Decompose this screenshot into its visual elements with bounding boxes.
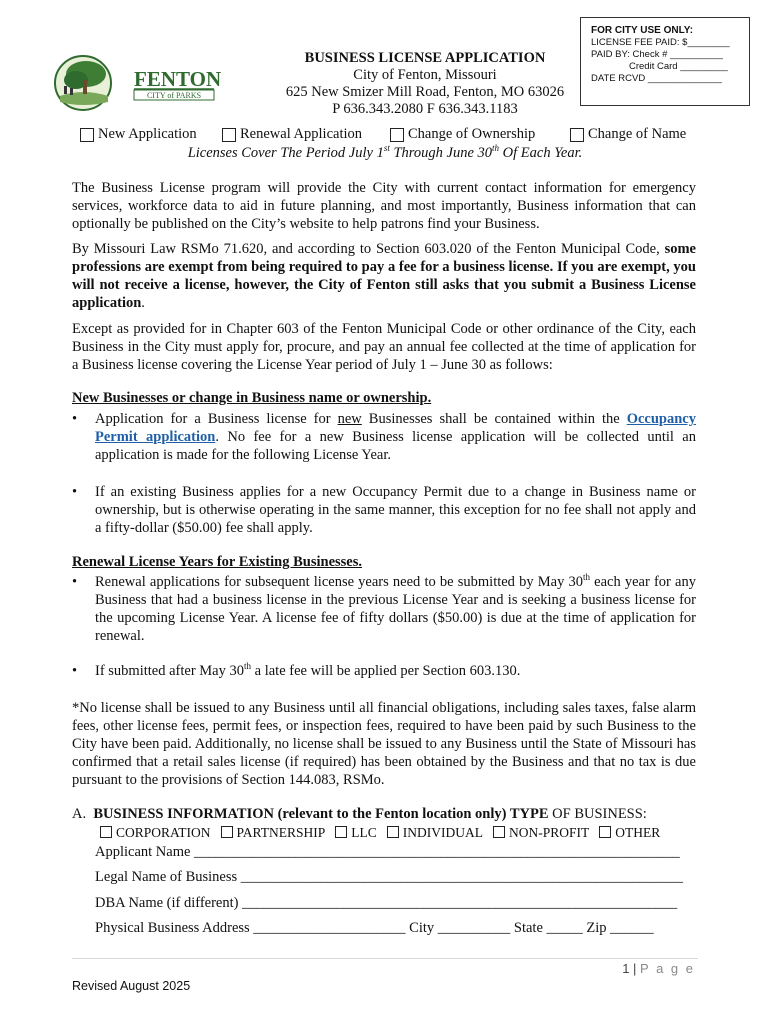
text-span: If submitted after May 30	[95, 663, 244, 679]
text-span: . No fee for a new Business license application will be collected until an application is made for the following License Year.	[95, 429, 696, 463]
checkbox-change-of-name[interactable]	[570, 126, 686, 143]
renewal-heading: Renewal License Years for Existing Businesses.	[72, 554, 362, 570]
new-business-heading: New Businesses or change in Business name or ownership.	[72, 390, 432, 406]
text-span: Application for a Business license for	[95, 411, 338, 427]
bullet-text: If an existing Business applies for a new Occupancy Permit due to a change in Business name or ownership, but is otherwise operating in the same manner, this exception for no fee shall not apply and a fifty-dollar ($50.00) fee shall apply.	[95, 484, 696, 536]
checkbox-individual[interactable]	[387, 825, 483, 841]
text-span: a late fee will be applied per Section 603.130.	[251, 663, 521, 679]
list-item	[72, 483, 696, 537]
checkbox-change-of-ownership[interactable]	[390, 126, 535, 143]
logo-tagline: CITY of PARKS	[146, 91, 202, 100]
law-paragraph	[72, 240, 696, 312]
checkbox-new-application[interactable]	[80, 126, 197, 143]
checkbox-label: Renewal Application	[240, 126, 363, 142]
checkbox-icon[interactable]	[335, 826, 347, 838]
city-address: 625 New Smizer Mill Road, Fenton, MO 63026	[285, 84, 565, 100]
physical-address-field[interactable]: Physical Business Address _____________________ City __________ State _____ Zip ______	[95, 920, 654, 936]
page-separator: |	[629, 961, 641, 976]
list-item	[72, 410, 696, 464]
period-text: Of Each Year.	[499, 145, 583, 161]
text-span: new	[337, 411, 362, 427]
intro-paragraph: The Business License program will provide the City with current contact information for emergency services, workforce data to aid in future planning, and most importantly, Business information that can optionally be published on the City’s website to help patrons find your Business.	[72, 180, 696, 232]
text-sup: th	[582, 572, 590, 583]
bullet-icon: •	[72, 411, 78, 427]
checkbox-icon[interactable]	[387, 826, 399, 838]
exception-paragraph: Except as provided for in Chapter 603 of the Fenton Municipal Code or other ordinance of the City, each Business in the City must apply for, procure, and pay an annual fee collected at the time of application for a Business license covering the License Year period of July 1 – June 30 as follows:	[72, 321, 696, 373]
text-span: each year for any Business that had a business license in the previous License Year and is seeking a business license for the upcoming License Year. A license fee of fifty dollars ($50.00) is due at the time of application for renewal.	[95, 574, 696, 644]
checkbox-icon[interactable]	[570, 128, 584, 142]
checkbox-icon[interactable]	[222, 128, 236, 142]
checkbox-icon[interactable]	[599, 826, 611, 838]
checkbox-icon[interactable]	[80, 128, 94, 142]
bullet-icon: •	[72, 663, 78, 679]
checkbox-corporation[interactable]	[100, 825, 211, 841]
fenton-logo	[52, 52, 222, 114]
checkbox-label: CORPORATION	[116, 825, 211, 840]
document-title: BUSINESS LICENSE APPLICATION	[304, 50, 546, 66]
checkbox-label: New Application	[98, 126, 197, 142]
checkbox-icon[interactable]	[100, 826, 112, 838]
text-span: Businesses shall be contained within the	[361, 411, 627, 427]
period-text: Through June 30	[389, 145, 493, 161]
business-type-options	[100, 825, 660, 841]
bullet-text	[95, 662, 696, 680]
checkbox-icon[interactable]	[221, 826, 233, 838]
section-a-heading	[72, 806, 647, 823]
city-use-box	[580, 17, 750, 106]
page-number-value: 1	[622, 961, 630, 976]
checkbox-label: Change of Name	[588, 126, 687, 142]
law-bold-text: some professions are exempt from being required to pay a fee for a business license. If you are exempt, you will not receive a license, however, the City of Fenton still asks that you submit a Business License application	[72, 241, 696, 311]
text-sup: th	[244, 661, 252, 672]
checkbox-non-profit[interactable]	[493, 825, 589, 841]
revision-date: Revised August 2025	[72, 979, 191, 993]
law-text: By Missouri Law RSMo 71.620, and according to Section 603.020 of the Fenton Municipal Code,	[72, 241, 665, 257]
bullet-text	[95, 573, 696, 645]
checkbox-label: Change of Ownership	[408, 126, 536, 142]
dba-name-field[interactable]: DBA Name (if different) ____________________________________________________________	[95, 895, 678, 911]
page-word: P a g e	[640, 961, 695, 976]
checkbox-label: NON-PROFIT	[508, 825, 590, 840]
checkbox-renewal-application[interactable]	[222, 126, 362, 143]
section-a-rest: OF BUSINESS:	[548, 806, 647, 822]
period-sup: st	[383, 143, 390, 154]
bullet-icon: •	[72, 484, 78, 500]
document-header	[260, 50, 590, 118]
checkbox-partnership[interactable]	[221, 825, 326, 841]
license-fee-paid-field: LICENSE FEE PAID: $________	[591, 37, 730, 48]
law-text: .	[141, 295, 145, 311]
bullet-text	[95, 410, 696, 464]
period-sup: th	[492, 143, 500, 154]
list-item	[72, 573, 696, 645]
bullet-icon: •	[72, 574, 78, 590]
checkbox-icon[interactable]	[493, 826, 505, 838]
legal-name-field[interactable]: Legal Name of Business _____________________________________________________________	[95, 869, 684, 885]
page-number	[560, 961, 695, 976]
footer-divider	[72, 958, 698, 959]
credit-card-field: Credit Card _________	[629, 61, 728, 72]
checkbox-icon[interactable]	[390, 128, 404, 142]
checkbox-label: INDIVIDUAL	[402, 825, 483, 840]
text-span: Renewal applications for subsequent license years need to be submitted by May 30	[95, 574, 583, 590]
section-a-bold: BUSINESS INFORMATION (relevant to the Fenton location only) TYPE	[93, 806, 549, 822]
period-text: Licenses Cover The Period July 1	[187, 145, 384, 161]
occupancy-permit-link[interactable]: Occupancy Permit application	[95, 411, 696, 445]
checkbox-label: LLC	[351, 825, 377, 840]
applicant-name-field[interactable]: Applicant Name ___________________________________________________________________	[95, 844, 680, 860]
checkbox-other[interactable]	[599, 825, 660, 841]
checkbox-label: PARTNERSHIP	[236, 825, 326, 840]
city-phone-fax: P 636.343.2080 F 636.343.1183	[332, 101, 518, 117]
city-use-title: FOR CITY USE ONLY:	[591, 25, 694, 36]
list-item	[72, 662, 696, 682]
city-name: City of Fenton, Missouri	[353, 67, 497, 83]
license-period-note	[0, 145, 770, 162]
section-letter: A.	[72, 806, 87, 822]
checkbox-label: OTHER	[615, 825, 661, 840]
logo-name: FENTON	[134, 67, 222, 91]
checkbox-llc[interactable]	[335, 825, 377, 841]
paid-by-field: PAID BY: Check # __________	[591, 49, 723, 60]
date-received-field: DATE RCVD ______________	[591, 73, 722, 84]
financial-obligations-note: *No license shall be issued to any Business until all financial obligations, including sales taxes, false alarm fees, other license fees, permit fees, or inspection fees, required to have been paid by such Business to the City have been paid. Additionally, no license shall be issued to any Business until the State of Missouri has confirmed that a retail sales license (if required) has been obtained by the Business and that no tax is due pursuant to the provisions of Section 144.083, RSMo.	[72, 700, 696, 788]
